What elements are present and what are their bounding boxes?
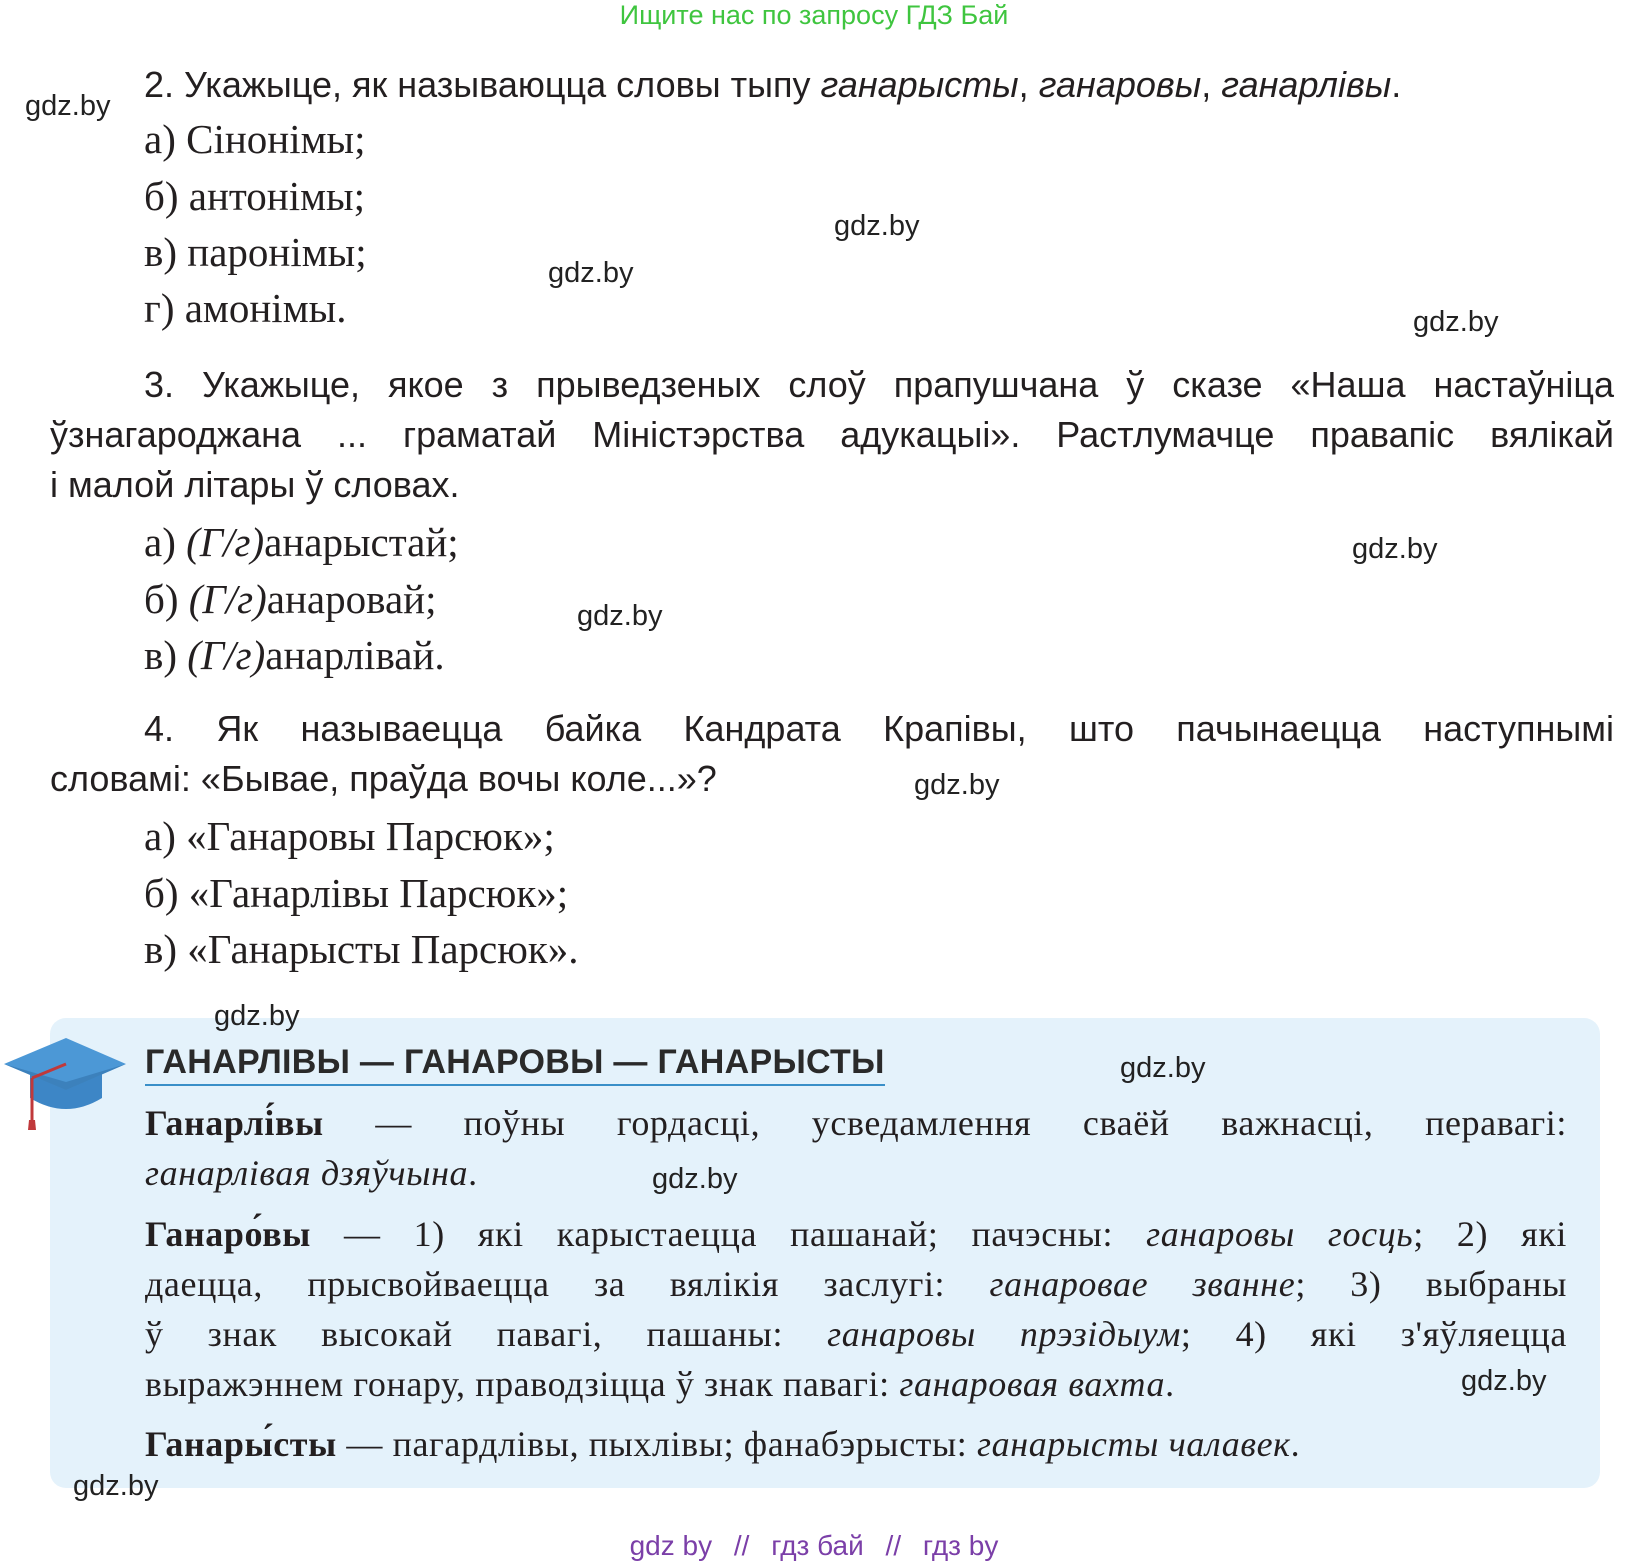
footer-link-gdz-by-cyr[interactable]: гдз by bbox=[922, 1530, 999, 1561]
watermark: gdz.by bbox=[1413, 306, 1499, 338]
watermark: gdz.by bbox=[25, 90, 111, 122]
question-3-line-2: ўзнагароджана ... граматай Міністэрства адукацыі». Растлумачце правапіс вялікай bbox=[50, 414, 1614, 455]
q2-option-c: в) паронімы; bbox=[144, 229, 367, 275]
q3-option-a: а) (Г/г)анарыстай; bbox=[144, 519, 459, 565]
footer-separator: // bbox=[885, 1530, 902, 1561]
definition-1-line-2: ганарлівая дзяўчына. bbox=[145, 1153, 478, 1193]
watermark: gdz.by bbox=[652, 1163, 738, 1195]
footer-link-gdz-by[interactable]: gdz by bbox=[629, 1530, 713, 1561]
graduation-cap-icon bbox=[2, 1034, 128, 1132]
q2-option-d: г) амонімы. bbox=[144, 285, 347, 331]
q2-option-a: а) Сінонімы; bbox=[144, 116, 366, 162]
q4-option-c: в) «Ганарысты Парсюк». bbox=[144, 926, 579, 972]
watermark: gdz.by bbox=[834, 210, 920, 242]
watermark: gdz.by bbox=[1120, 1052, 1206, 1084]
q2-option-b: б) антонімы; bbox=[144, 173, 365, 219]
search-banner: Ищите нас по запросу ГДЗ Бай bbox=[619, 0, 1009, 30]
question-3-line-1: 3. Укажыце, якое з прыведзеных слоў прапушчана ў сказе «Наша настаўніца bbox=[144, 364, 1614, 405]
watermark: gdz.by bbox=[577, 600, 663, 632]
q3-option-b: б) (Г/г)анаровай; bbox=[144, 576, 437, 622]
definition-2-line-1: Ганаро́вы — 1) які карыстаецца пашанай; пачэсны: ганаровы госць; 2) які bbox=[145, 1214, 1568, 1254]
question-4-line-1: 4. Як называецца байка Кандрата Крапівы, што пачынаецца наступнымі bbox=[144, 708, 1614, 749]
question-2: 2. Укажыце, як называюцца словы тыпу ганарысты, ганаровы, ганарлівы. bbox=[144, 64, 1402, 105]
footer-links bbox=[0, 1530, 1628, 1562]
definition-2-line-4: выражэннем гонару, праводзіцца ў знак павагі: ганаровая вахта. bbox=[145, 1364, 1175, 1404]
footer-link-gdz-bai[interactable]: гдз бай bbox=[771, 1530, 864, 1561]
box-title: ГАНАРЛІВЫ — ГАНАРОВЫ — ГАНАРЫСТЫ bbox=[145, 1043, 885, 1086]
definition-2-line-3: ў знак высокай павагі, пашаны: ганаровы прэзідыум; 4) які з'яўляецца bbox=[145, 1314, 1567, 1354]
watermark: gdz.by bbox=[548, 257, 634, 289]
watermark: gdz.by bbox=[1352, 533, 1438, 565]
watermark: gdz.by bbox=[1461, 1365, 1547, 1397]
q4-option-b: б) «Ганарлівы Парсюк»; bbox=[144, 870, 569, 916]
definition-3: Ганары́сты — пагардлівы, пыхлівы; фанабэрысты: ганарысты чалавек. bbox=[145, 1424, 1301, 1464]
q3-option-c: в) (Г/г)анарлівай. bbox=[144, 632, 445, 678]
question-4-line-2: словамі: «Бывае, праўда вочы коле...»? bbox=[50, 758, 717, 799]
watermark: gdz.by bbox=[73, 1470, 159, 1502]
definition-2-line-2: даецца, прысвойваецца за вялікія заслугі: ганаровае званне; 3) выбраны bbox=[145, 1264, 1567, 1304]
definition-1-line-1: Ганарлі́вы — поўны гордасці, усведамлення сваёй важнасці, перавагі: bbox=[145, 1103, 1567, 1143]
footer-separator: // bbox=[733, 1530, 750, 1561]
question-3-line-3: і малой літары ў словах. bbox=[50, 464, 460, 505]
watermark: gdz.by bbox=[914, 769, 1000, 801]
q4-option-a: а) «Ганаровы Парсюк»; bbox=[144, 813, 555, 859]
watermark: gdz.by bbox=[214, 1000, 300, 1032]
